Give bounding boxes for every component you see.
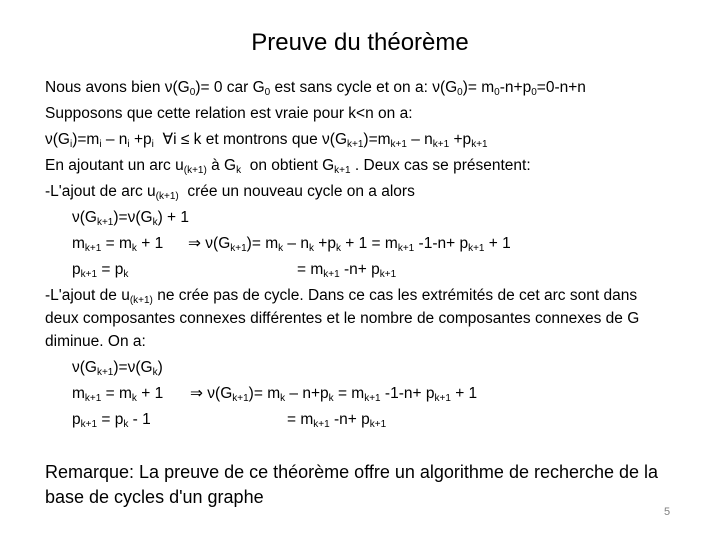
proof-line-10: = $m_{k+1}$ $-n+ p_{k+1}$ <box>297 261 397 280</box>
proof-line-8: ⇒ $\nu(G_{k+1})= m_k - n_k +p_k + 1 = m_{k+1}$ $-1-n+ p_{k+1} + 1$ <box>188 235 511 254</box>
slide-title: Preuve du théorème <box>251 29 469 56</box>
remark-text: Remarque: La preuve de ce théorème offre un algorithme de recherche de la base de cycles d'un graphe <box>45 462 659 507</box>
proof-line-4: En ajoutant un arc $u_{(k+1)}$ à $G_k$ on obtient $G_{k+1}$ . Deux cas se présentent: <box>45 157 531 176</box>
page-number: 5 <box>664 506 671 518</box>
proof-line-11: -L'ajout de $u_{(k+1)}$ ne crée pas de cycle. Dans ce cas les extrémités de cet arc sont dans <box>45 287 638 306</box>
proof-line-9: $p_{k+1} = p_k$ <box>72 261 129 280</box>
proof-line-6: $\nu(G_{k+1})=\nu(G_k) + 1$ <box>72 209 190 228</box>
proof-line-12: deux composantes connexes différentes et le nombre de composantes connexes de G <box>45 310 640 327</box>
proof-line-15: $m_{k+1} = m_k + 1$ <box>72 385 164 404</box>
proof-line-7: $m_{k+1} = m_k + 1$ <box>72 235 164 254</box>
proof-line-18: = $m_{k+1}$ $-n+ p_{k+1}$ <box>287 411 387 430</box>
proof-line-2: Supposons que cette relation est vraie pour k<n on a: <box>45 105 413 122</box>
proof-line-14: $\nu(G_{k+1})=\nu(G_k)$ <box>72 359 163 378</box>
proof-line-16: ⇒ $\nu(G_{k+1})= m_k - n+p_k = m_{k+1}$ $-1-n+ p_{k+1} + 1$ <box>190 385 478 404</box>
proof-line-3: $\nu(G_i)=m_i - n_i +p_i$ ∀i ≤ k et montrons que $\nu(G_{k+1})=m_{k+1} - n_{k+1} +p_{k+1}$ <box>45 131 488 150</box>
proof-line-17: $p_{k+1} = p_k - 1$ <box>72 411 151 430</box>
proof-line-1: Nous avons bien $\nu(G_0)= 0$ car $G_0$ est sans cycle et on a: $\nu(G_0)= m_0-n+p_0=0-n+n$ <box>45 79 586 98</box>
proof-line-5: -L'ajout de arc $u_{(k+1)}$ crée un nouveau cycle on a alors <box>45 183 415 202</box>
proof-line-13: diminue. On a: <box>45 333 146 350</box>
